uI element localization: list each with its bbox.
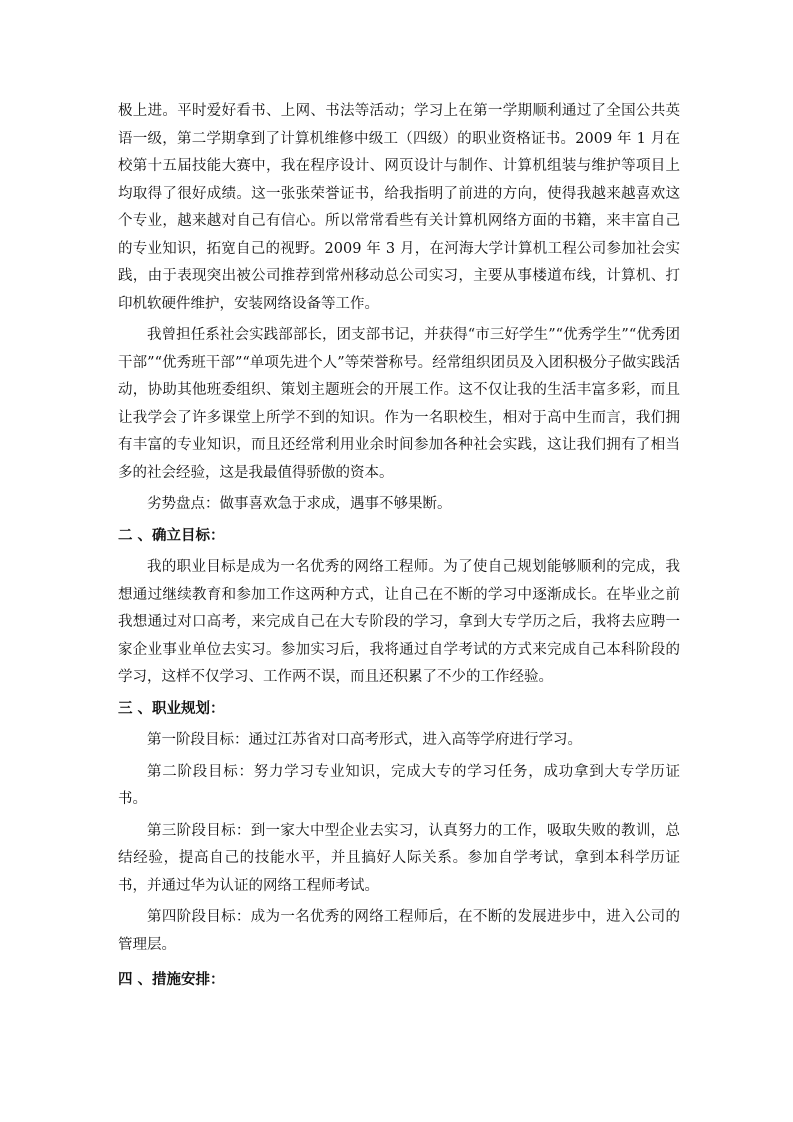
stage-3: 第三阶段目标：到一家大中型企业去实习，认真努力的工作，吸取失败的教训，总结经验，提高自己的技能水平，并且搞好人际关系。参加自学考试，拿到本科学历证书，并通过华为认证的网络工程师考试。 bbox=[118, 822, 680, 894]
paragraph-honors: 我曾担任系社会实践部部长，团支部书记，并获得“市三好学生”“优秀学生”“优秀团干部”“优秀班干部”“单项先进个人”等荣誉称号。经常组织团员及入团积极分子做实践活动，协助其他班委组织、策划主题班会的开展工作。这不仅让我的生活丰富多彩，而且让我学会了许多课堂上所学不到的知识。作为一名职校生，相对于高中生而言，我们拥有丰富的专业知识，而且还经常利用业余时间参加各种社会实践，这让我们拥有了相当多的社会经验，这是我最值得骄傲的资本。 bbox=[118, 327, 680, 481]
paragraph-weakness: 劣势盘点：做事喜欢急于求成，遇事不够果断。 bbox=[147, 496, 452, 512]
stage-4: 第四阶段目标：成为一名优秀的网络工程师后，在不断的发展进步中，进入公司的管理层。 bbox=[118, 909, 680, 953]
section-heading-measures: 四 、措施安排： bbox=[118, 972, 225, 988]
paragraph-goal: 我的职业目标是成为一名优秀的网络工程师。为了使自己规划能够顺利的完成，我想通过继续教育和参加工作这两种方式，让自己在不断的学习中逐渐成长。在毕业之前我想通过对口高考，来完成自己在大专阶段的学习，拿到大专学历之后，我将去应聘一家企业事业单位去实习。参加实习后，我将通过自学考试的方式来完成自己本科阶段的学习，这样不仅学习、工作两不误，而且还积累了不少的工作经验。 bbox=[118, 559, 680, 685]
stage-2: 第二阶段目标：努力学习专业知识，完成大专的学习任务，成功拿到大专学历证书。 bbox=[118, 763, 680, 807]
stage-1: 第一阶段目标：通过江苏省对口高考形式，进入高等学府进行学习。 bbox=[147, 732, 582, 748]
section-heading-career-plan: 三 、职业规划： bbox=[118, 700, 225, 717]
paragraph-continuation: 极上进。平时爱好看书、上网、书法等活动；学习上在第一学期顺利通过了全国公共英语一级，第二学期拿到了计算机维修中级工（四级）的职业资格证书。2009 年 1 月在校第十五届技能大赛中，我在程序设计、网页设计与制作、计算机组装与维护等项目上均取得了很好成绩。这一张张荣誉证书，给我指明了前进的方向，使得我越来越喜欢这个专业，越来越对自己有信心。所以常常看些有关计算机网络方面的书籍，来丰富自己的专业知识，拓宽自己的视野。2009 年 3 月，在河海大学计算机工程公司参加社会实践，由于表现突出被公司推荐到常州移动总公司实习，主要从事楼道布线，计算机、打印机软硬件维护，安装网络设备等工作。 bbox=[118, 103, 680, 312]
section-heading-goal: 二 、确立目标： bbox=[118, 527, 225, 544]
document-page bbox=[118, 98, 680, 995]
